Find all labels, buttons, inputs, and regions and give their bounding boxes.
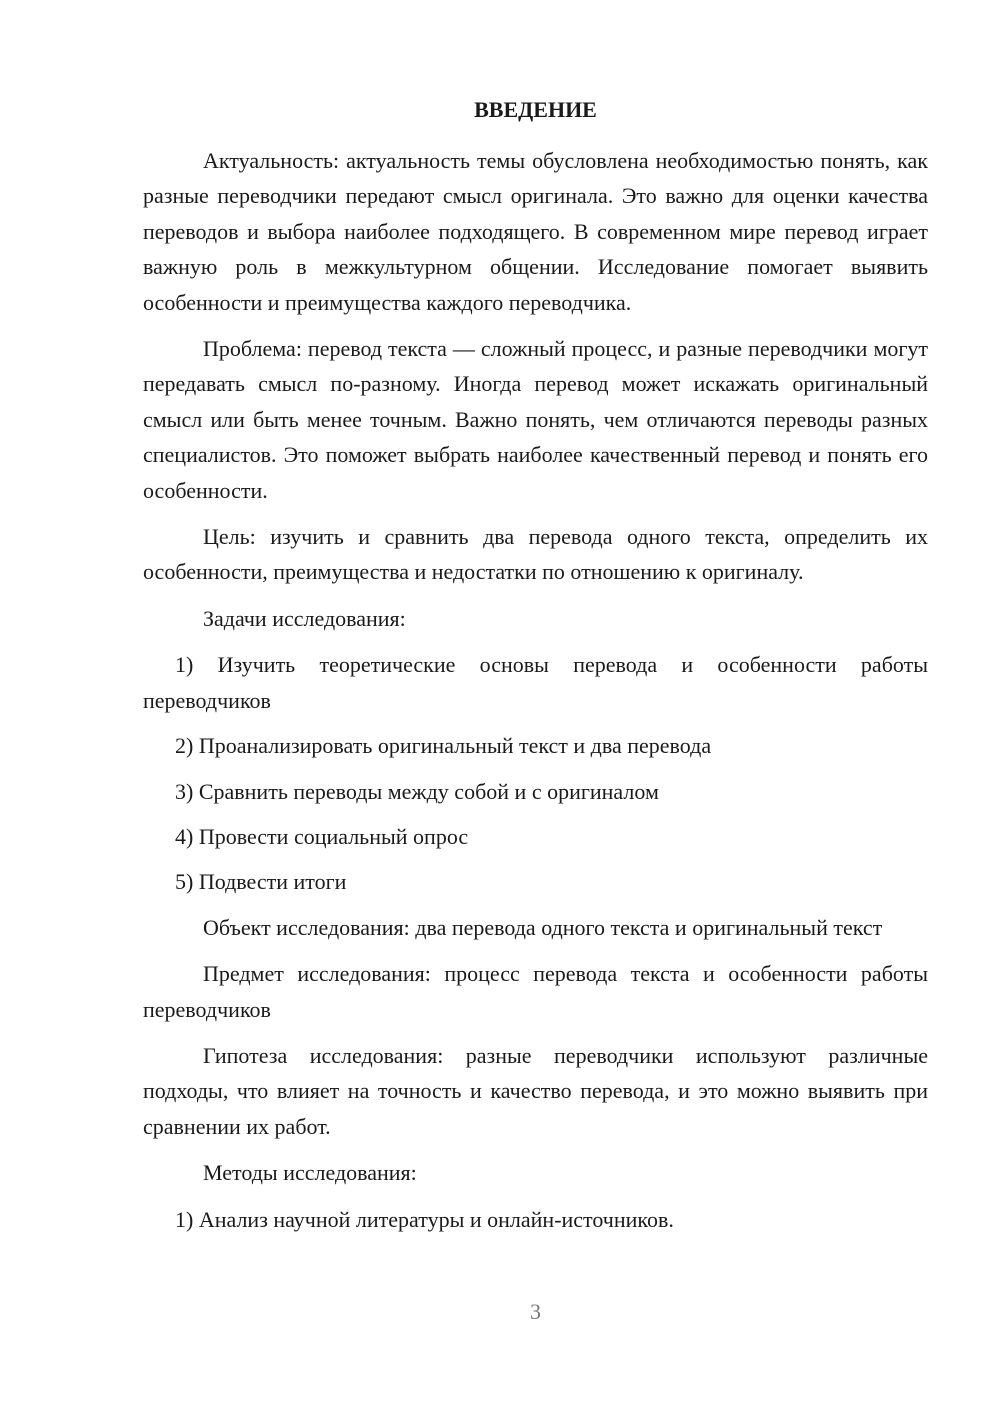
method-item-1: 1) Анализ научной литературы и онлайн-источников. xyxy=(175,1206,674,1232)
task-item-4: 4) Провести социальный опрос xyxy=(175,823,469,849)
problem-paragraph: Проблема: перевод текста — сложный процесс, и разные переводчики могут передавать смысл по-разному. Иногда перевод может искажать оригинальный смысл или быть менее точным. Важно понять, чем отличаются переводы разных специалистов. Это поможет выбрать наиболее качественный перевод и понять его особенности. xyxy=(143,336,928,503)
page-number: 3 xyxy=(530,1299,541,1324)
goal-paragraph: Цель: изучить и сравнить два перевода одного текста, определить их особенности, преимущества и недостатки по отношению к оригиналу. xyxy=(143,524,928,585)
task-item-2: 2) Проанализировать оригинальный текст и два перевода xyxy=(175,733,712,759)
task-item-3: 3) Сравнить переводы между собой и с оригиналом xyxy=(175,778,659,804)
document-page xyxy=(143,0,928,1414)
object-paragraph: Объект исследования: два перевода одного текста и оригинальный текст xyxy=(203,914,883,940)
methods-heading: Методы исследования: xyxy=(203,1160,417,1186)
tasks-heading: Задачи исследования: xyxy=(203,605,406,631)
section-heading: ВВЕДЕНИЕ xyxy=(474,97,597,122)
subject-paragraph: Предмет исследования: процесс перевода текста и особенности работы переводчиков xyxy=(143,961,928,1022)
task-item-1: 1) Изучить теоретические основы перевода и особенности работы переводчиков xyxy=(143,652,928,713)
hypothesis-paragraph: Гипотеза исследования: разные переводчики используют различные подходы, что влияет на точность и качество перевода, и это можно выявить при сравнении их работ. xyxy=(143,1042,928,1139)
task-item-5: 5) Подвести итоги xyxy=(175,869,347,895)
relevance-paragraph: Актуальность: актуальность темы обусловлена необходимостью понять, как разные переводчики передают смысл оригинала. Это важно для оценки качества переводов и выбора наиболее подходящего. В современном мире перевод играет важную роль в межкультурном общении. Исследование помогает выявить особенности и преимущества каждого переводчика. xyxy=(143,148,928,315)
document-body xyxy=(143,143,928,1247)
